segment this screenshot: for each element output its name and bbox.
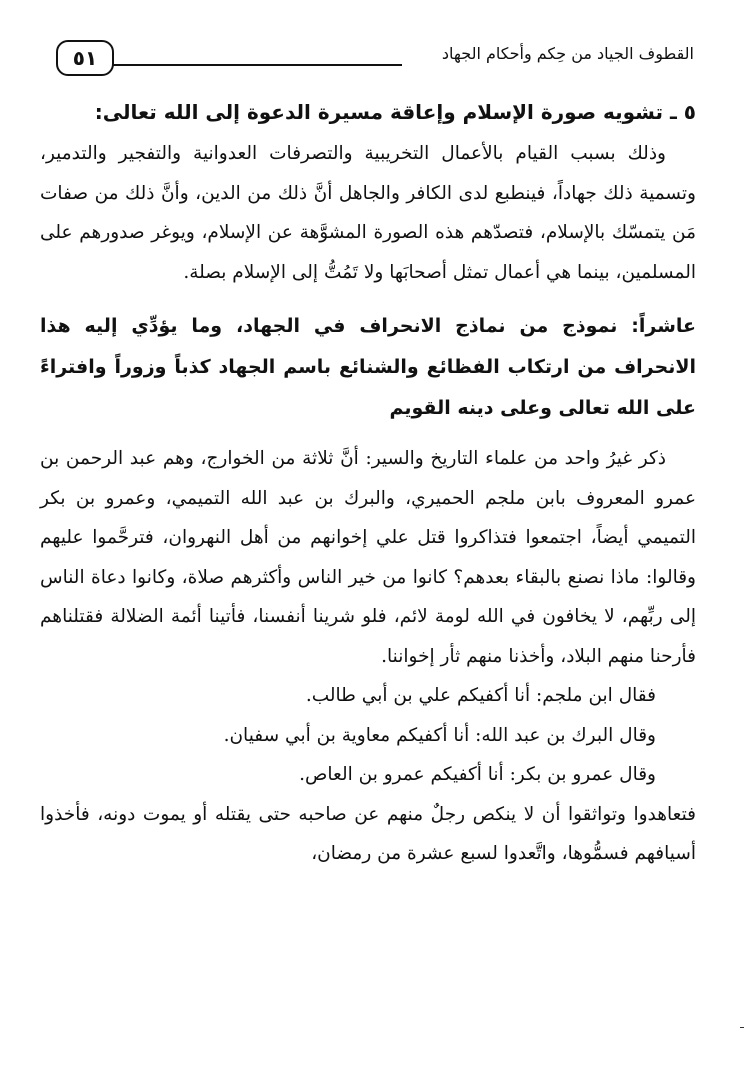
header-rule — [112, 64, 402, 66]
quote-ibn-muljam: فقال ابن ملجم: أنا أكفيكم علي بن أبي طالب. — [305, 685, 656, 706]
running-title: القطوف الجياد من حِكم وأحكام الجهاد — [441, 44, 694, 63]
page-number: ٥١ — [56, 40, 114, 76]
section-10-heading: عاشراً: نموذج من نماذج الانحراف في الجهاد، وما يؤدِّي إليه هذا الانحراف من ارتكاب الفظائع والشنائع باسم الجهاد كذباً وزوراً وافتراءً على الله تعالى وعلى دينه القويم — [40, 315, 696, 419]
page-header — [56, 40, 694, 84]
edge-mark — [740, 1027, 744, 1028]
section-5-heading: ٥ ـ تشويه صورة الإسلام وإعاقة مسيرة الدعوة إلى الله تعالى: — [94, 100, 696, 124]
section-10-intro-paragraph: ذكر غيرُ واحد من علماء التاريخ والسير: أنَّ ثلاثة من الخوارج، وهم عبد الرحمن بن عمرو المعروف بابن ملجم الحميري، والبرك بن عبد الله التميمي، وعمرو بن بكر التميمي أيضاً، اجتمعوا فتذاكروا قتل علي إخوانهم من أهل النهروان، فترحَّموا عليهم وقالوا: ماذا نصنع بالبقاء بعدهم؟ كانوا من خير الناس وأكثرهم صلاة، وكانوا دعاة الناس إلى ربِّهم، لا يخافون في الله لومة لائم، فلو شرينا أنفسنا، فأتينا أئمة الضلالة فقتلناهم فأرحنا منهم البلاد، وأخذنا منهم ثأر إخواننا. — [40, 448, 696, 667]
section-5-paragraph: وذلك بسبب القيام بالأعمال التخريبية والتصرفات العدوانية والتفجير والتدمير، وتسمية ذلك جهاداً، فينطبع لدى الكافر والجاهل أنَّ ذلك من الدين، وأنَّ ذلك من صفات مَن يتمسّك بالإسلام، فتصدّهم هذه الصورة المشوَّهة عن الإسلام، ويوغر صدورهم على المسلمين، بينما هي أعمال تمثل أصحابَها ولا تَمُتُّ إلى الإسلام بصلة. — [40, 143, 696, 283]
page-content — [40, 92, 696, 874]
closing-paragraph: فتعاهدوا وتواثقوا أن لا ينكص رجلٌ منهم عن صاحبه حتى يقتله أو يموت دونه، فأخذوا أسيافهم فسمُّوها، واتَّعدوا لسبع عشرة من رمضان، — [40, 803, 696, 864]
quote-amr-bin-bakr: وقال عمرو بن بكر: أنا أكفيكم عمرو بن العاص. — [299, 764, 656, 785]
quote-burak: وقال البرك بن عبد الله: أنا أكفيكم معاوية بن أبي سفيان. — [223, 724, 656, 746]
